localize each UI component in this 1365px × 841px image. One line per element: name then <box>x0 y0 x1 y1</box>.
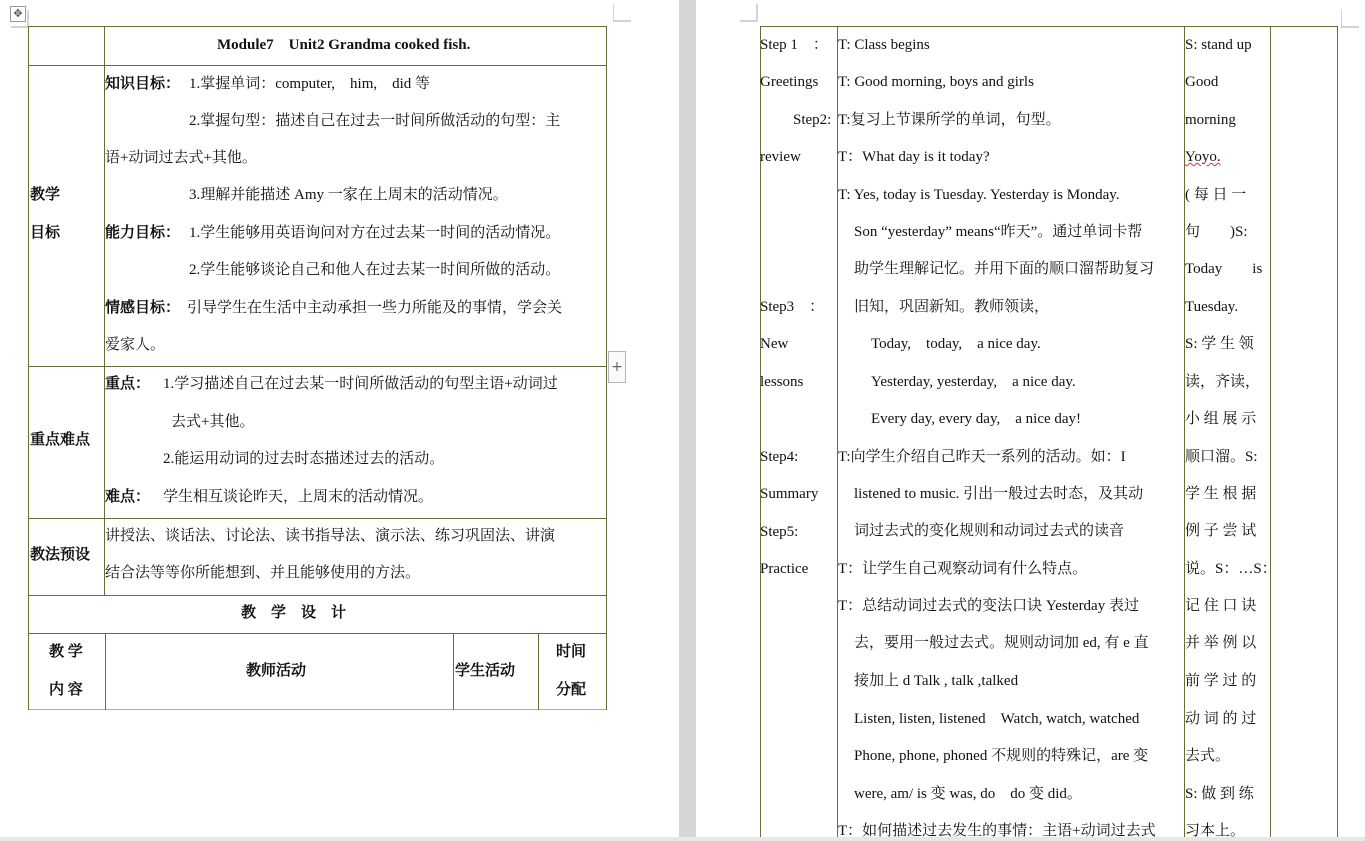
focus-item-1-cont: 去式+其他。 <box>171 414 255 430</box>
teacher-line: Phone, phone, phoned 不规则的特殊记，are 变 <box>854 748 1149 764</box>
student-line: 说。S：…S： <box>1185 561 1277 577</box>
teacher-line: T: Good morning, boys and girls <box>838 74 1034 90</box>
step-label: review <box>760 149 801 165</box>
student-line: S: stand up <box>1185 37 1252 53</box>
emotion-text-cont: 爱家人。 <box>105 337 166 353</box>
step-label: Step 1 ： <box>760 37 828 53</box>
ability-item-2: 2.学生能够谈论自己和他人在过去某一时间所做的活动。 <box>189 262 561 278</box>
teacher-line: 去，要用一般过去式。规则动词加 ed, 有 e 直 <box>854 635 1149 651</box>
corner-mark-icon <box>1341 10 1359 28</box>
student-line: ( 每 日 一 <box>1185 187 1247 203</box>
student-line: 句 )S: <box>1185 224 1248 240</box>
chant-line: Yesterday, yesterday, a nice day. <box>871 374 1076 390</box>
difficulty-text: 学生相互谈论昨天，上周末的活动情况。 <box>163 489 434 505</box>
lesson-title: Module7 Unit2 Grandma cooked fish. <box>217 37 471 53</box>
col-time-2: 分配 <box>556 682 587 698</box>
teacher-line: T: Class begins <box>838 37 930 53</box>
teacher-line: T：总结动词过去式的变法口诀 Yesterday 表过 <box>838 598 1139 614</box>
knowledge-item-2: 2.掌握句型：描述自己在过去一时间所做活动的句型：主 <box>189 113 561 129</box>
corner-mark-icon <box>613 4 631 22</box>
step-label: Practice <box>760 561 809 577</box>
col-time-1: 时间 <box>556 644 587 660</box>
step-label: Summary <box>760 486 819 502</box>
teacher-line: were, am/ is 变 was, do do 变 did。 <box>854 786 1082 802</box>
chant-line: Today, today, a nice day. <box>871 336 1041 352</box>
methods-line-1: 讲授法、谈话法、讨论法、读书指导法、演示法、练习巩固法、讲演 <box>105 528 556 544</box>
col-student: 学生活动 <box>455 663 516 679</box>
teacher-line: listened to music. 引出一般过去时态，及其动 <box>854 486 1144 502</box>
col-content-2: 内 容 <box>49 682 83 698</box>
student-line: 小 组 展 示 <box>1185 411 1257 427</box>
student-line: Good <box>1185 74 1219 90</box>
corner-mark-icon <box>740 4 758 22</box>
student-line: S: 学 生 领 <box>1185 336 1254 352</box>
step-label: New <box>760 336 789 352</box>
corner-mark-icon <box>11 10 29 28</box>
knowledge-item-1: 1.掌握单词：computer, him, did 等 <box>189 76 431 92</box>
student-line: 习本上。 <box>1185 823 1246 839</box>
document-page-left <box>0 0 679 837</box>
col-teacher: 教师活动 <box>246 663 307 679</box>
teacher-line: Listen, listen, listened Watch, watch, watched <box>854 711 1140 727</box>
knowledge-item-2-cont: 语+动词过去式+其他。 <box>105 150 257 166</box>
student-line: 并 举 例 以 <box>1185 635 1257 651</box>
document-page-right <box>696 0 1365 837</box>
step-label: lessons <box>760 374 804 390</box>
student-line: Tuesday. <box>1185 299 1239 315</box>
add-column-icon[interactable]: + <box>608 351 626 383</box>
page-gap <box>679 0 696 837</box>
step-label: Step4: <box>760 449 799 465</box>
teacher-line: T:向学生介绍自己昨天一系列的活动。如：I <box>838 449 1126 465</box>
student-line: Yoyo. <box>1185 149 1221 165</box>
step-label: Step5: <box>760 524 799 540</box>
col-content-1: 教 学 <box>49 644 83 660</box>
teacher-line: 助学生理解记忆。并用下面的顺口溜帮助复习 <box>854 261 1155 277</box>
step-label: Greetings <box>760 74 819 90</box>
objectives-header-1: 教学 <box>30 187 61 203</box>
teacher-line: T: Yes, today is Tuesday. Yesterday is Monday. <box>838 187 1120 203</box>
teacher-line: T：What day is it today? <box>838 149 990 165</box>
objectives-header-2: 目标 <box>30 225 61 241</box>
focus-item-2: 2.能运用动词的过去时态描述过去的活动。 <box>163 451 445 467</box>
student-line: morning <box>1185 112 1236 128</box>
emotion-text: 引导学生在生活中主动承担一些力所能及的事情，学会关 <box>187 300 563 316</box>
difficulty-label: 难点： <box>105 489 151 505</box>
student-line: 前 学 过 的 <box>1185 673 1257 689</box>
key-points-header: 重点难点 <box>30 432 91 448</box>
student-line: S: 做 到 练 <box>1185 786 1254 802</box>
design-title: 教 学 设 计 <box>241 605 347 621</box>
knowledge-item-3: 3.理解并能描述 Amy 一家在上周末的活动情况。 <box>189 187 508 203</box>
teacher-line: 词过去式的变化规则和动词过去式的读音 <box>854 523 1125 539</box>
methods-header: 教法预设 <box>30 547 91 563</box>
teacher-line: 接加上 d Talk , talk ,talked <box>854 673 1019 689</box>
knowledge-label: 知识目标： <box>105 76 181 92</box>
student-line: 顺口溜。S: <box>1185 449 1258 465</box>
teacher-line: T：如何描述过去发生的事情：主语+动词过去式 <box>838 823 1156 839</box>
emotion-label: 情感目标： <box>105 300 181 316</box>
teacher-line: 旧知，巩固新知。教师领读， <box>854 299 1050 315</box>
student-line: 例 子 尝 试 <box>1185 523 1257 539</box>
teacher-line: Son “yesterday” means“昨天”。通过单词卡帮 <box>854 224 1143 240</box>
student-line: 记 住 口 诀 <box>1185 598 1257 614</box>
student-line: Today is <box>1185 261 1263 277</box>
student-line: 动 词 的 过 <box>1185 711 1257 727</box>
student-line: 去式。 <box>1185 748 1231 764</box>
teacher-line: T:复习上节课所学的单词，句型。 <box>838 112 1061 128</box>
student-line: 读，齐读， <box>1185 374 1261 390</box>
ability-label: 能力目标： <box>105 225 181 241</box>
ability-item-1: 1.学生能够用英语询问对方在过去某一时间的活动情况。 <box>189 225 561 241</box>
step-label: Step3 ： <box>760 299 825 315</box>
teacher-line: T：让学生自己观察动词有什么特点。 <box>838 561 1088 577</box>
focus-item-1: 1.学习描述自己在过去某一时间所做活动的句型主语+动词过 <box>163 376 558 392</box>
focus-label: 重点： <box>105 376 151 392</box>
student-line: 学 生 根 据 <box>1185 486 1257 502</box>
methods-line-2: 结合法等等你所能想到、并且能够使用的方法。 <box>105 565 421 581</box>
step-label: Step2: <box>793 112 832 128</box>
chant-line: Every day, every day, a nice day! <box>871 411 1082 427</box>
table-move-handle-icon[interactable]: ✥ <box>10 6 26 22</box>
